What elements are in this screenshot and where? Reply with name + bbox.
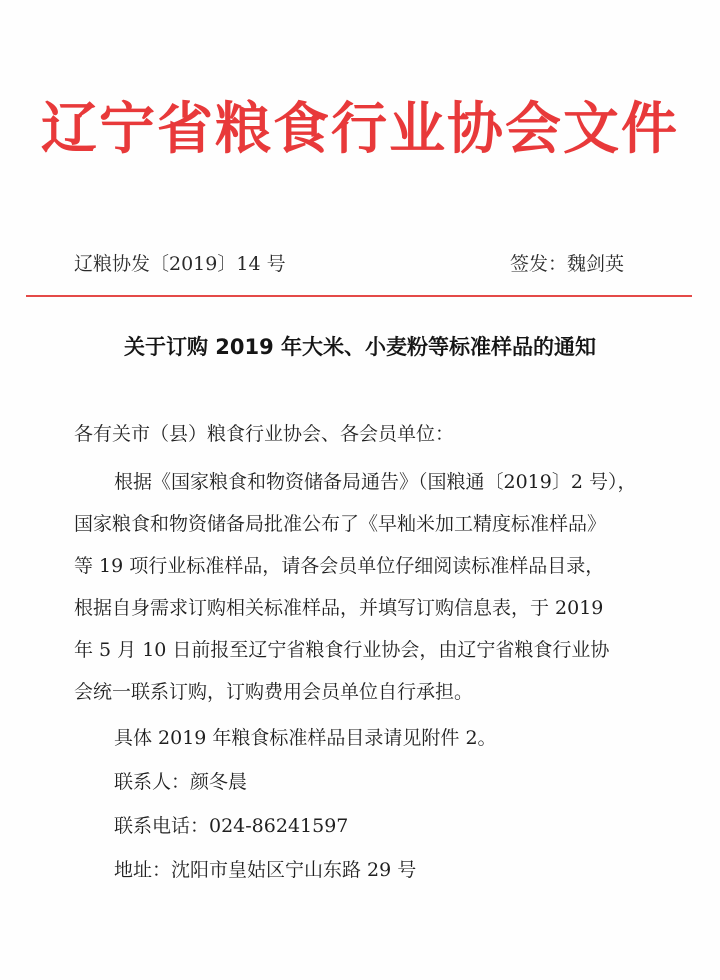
paragraph-line: 国家粮食和物资储备局批准公布了《早籼米加工精度标准样品》 (74, 513, 607, 535)
paragraph-line: 等 19 项行业标准样品，请各会员单位仔细阅读标准样品目录， (74, 555, 605, 577)
salutation: 各有关市（县）粮食行业协会、各会员单位： (74, 423, 455, 445)
document-number: 辽粮协发〔2019〕14 号 (74, 253, 286, 275)
notice-title: 关于订购 2019 年大米、小麦粉等标准样品的通知 (123, 335, 597, 359)
org-header-title: 辽宁省粮食行业协会文件 (41, 96, 679, 162)
paragraph-line: 会统一联系订购，订购费用会员单位自行承担。 (74, 681, 474, 703)
address: 地址：沈阳市皇姑区宁山东路 29 号 (114, 859, 417, 881)
red-divider-line (26, 295, 692, 297)
paragraph-line: 根据《国家粮食和物资储备局通告》（国粮通〔2019〕2 号）， (114, 471, 637, 493)
signer-line: 签发：魏剑英 (509, 253, 624, 275)
paragraph-line: 年 5 月 10 日前报至辽宁省粮食行业协会，由辽宁省粮食行业协 (74, 639, 610, 661)
catalog-note: 具体 2019 年粮食标准样品目录请见附件 2。 (114, 727, 497, 749)
contact-person: 联系人：颜冬晨 (114, 771, 248, 793)
paragraph-line: 根据自身需求订购相关标准样品，并填写订购信息表，于 2019 (74, 597, 604, 619)
contact-phone: 联系电话：024-86241597 (114, 815, 349, 837)
